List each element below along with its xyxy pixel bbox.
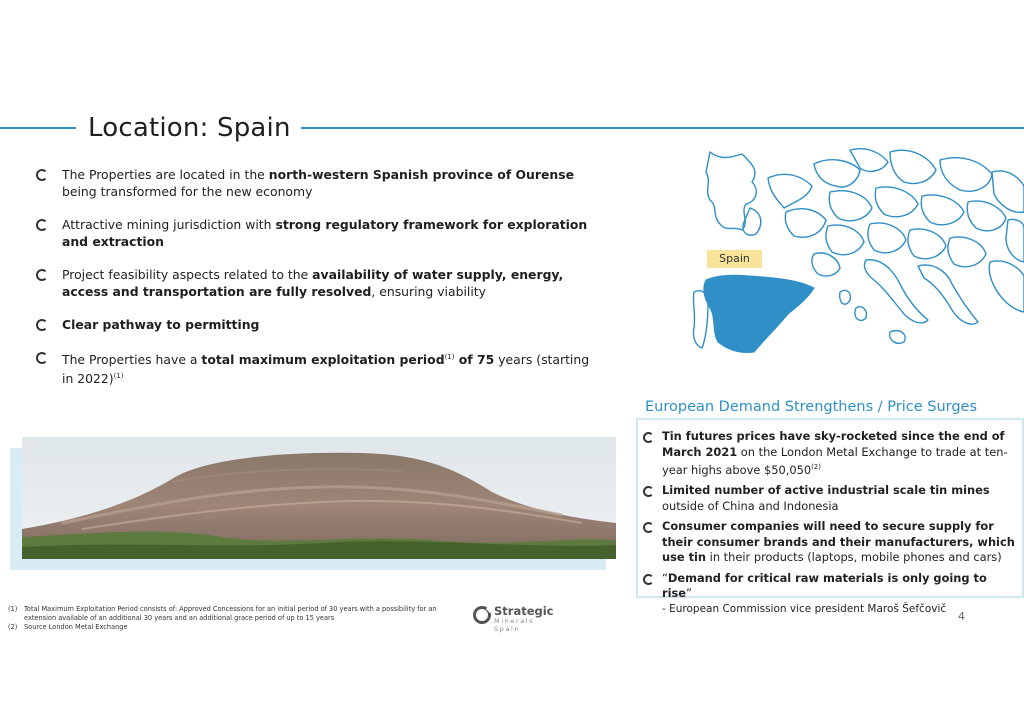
footnote-text: Total Maximum Exploitation Period consists of: Approved Concessions for an initial period of 30 years with a possibility for an extension available of an additional 30 years and an additional grace period of up to 15 years bbox=[24, 605, 437, 622]
page-number: 4 bbox=[958, 610, 965, 623]
bullet-ring-icon bbox=[36, 352, 48, 364]
bullet-text: Project feasibility aspects related to the bbox=[62, 267, 313, 282]
bullet-list bbox=[34, 166, 594, 403]
panel-item bbox=[642, 429, 1016, 478]
bullet-text: The Properties are located in the bbox=[62, 167, 269, 182]
bullet-text: being transformed for the new economy bbox=[62, 184, 313, 199]
panel-bold-text: Demand for critical raw materials is only going to rise bbox=[662, 570, 987, 601]
bullet-bold-text: availability of water supply, energy, access and transportation are fully resolved bbox=[62, 267, 564, 299]
bullet-ring-icon bbox=[643, 522, 654, 533]
slide-title: Location: Spain bbox=[88, 113, 291, 143]
bullet-ring-icon bbox=[643, 486, 654, 497]
bullet-bold-text: total maximum exploitation period bbox=[201, 352, 445, 368]
title-rule-right bbox=[301, 127, 1024, 129]
bullet-item bbox=[34, 216, 594, 250]
bullet-ring-icon bbox=[643, 574, 654, 585]
panel-bold-text: Tin futures prices have sky-rocketed since the end of March 2021 bbox=[662, 429, 1005, 459]
bullet-text: , ensuring viability bbox=[371, 284, 486, 299]
panel-bold-text: Limited number of active industrial scale tin mines bbox=[662, 483, 990, 498]
mine-hill-photo bbox=[22, 437, 616, 559]
quote-mark: ” bbox=[686, 586, 692, 601]
panel-item bbox=[642, 519, 1016, 566]
spain-shape bbox=[704, 275, 814, 352]
bullet-item bbox=[34, 316, 594, 333]
logo-subtext: Minerals Spain bbox=[494, 617, 535, 633]
panel-item bbox=[642, 483, 1016, 514]
bullet-bold-text: Clear pathway to permitting bbox=[62, 317, 260, 332]
panel-title: European Demand Strengthens / Price Surges bbox=[645, 399, 978, 415]
bullet-ring-icon bbox=[36, 169, 48, 181]
bullet-text: The Properties have a bbox=[62, 352, 202, 368]
logo-ring-icon bbox=[472, 604, 492, 626]
company-logo bbox=[472, 604, 562, 633]
footnote-ref: (2) bbox=[811, 463, 821, 471]
map-label-spain: Spain bbox=[707, 250, 762, 268]
footnotes bbox=[8, 605, 448, 632]
footnote-number: (1) bbox=[8, 605, 18, 613]
bullet-ring-icon bbox=[36, 269, 48, 281]
bullet-ring-icon bbox=[36, 319, 48, 331]
footnote bbox=[8, 605, 448, 623]
footnote-number: (2) bbox=[8, 623, 18, 631]
footnote-text: Source London Metal Exchange bbox=[24, 623, 128, 631]
bullet-bold-text: of 75 bbox=[454, 352, 495, 368]
panel-bold-text: Consumer companies will need to secure supply for their consumer brands and their manufacturers, which use tin bbox=[662, 519, 1015, 565]
panel-text: outside of China and Indonesia bbox=[662, 498, 839, 513]
demand-panel bbox=[636, 418, 1024, 615]
bullet-item bbox=[34, 349, 594, 387]
bullet-bold-text: north-western Spanish province of Ourense bbox=[268, 167, 574, 182]
panel-text: on the London Metal Exchange to trade at ten-year highs above $50,050 bbox=[662, 444, 1008, 477]
footnote-ref: (1) bbox=[444, 353, 455, 361]
logo-text: Strategic bbox=[494, 604, 554, 618]
quote-mark: “ bbox=[662, 570, 668, 585]
bullet-text: Attractive mining jurisdiction with bbox=[62, 217, 276, 232]
bullet-item bbox=[34, 266, 594, 300]
bullet-item bbox=[34, 166, 594, 200]
panel-text: in their products (laptops, mobile phones and cars) bbox=[706, 550, 1002, 565]
bullet-ring-icon bbox=[643, 432, 654, 443]
footnote bbox=[8, 623, 448, 632]
bullet-text: years (starting in 2022) bbox=[62, 352, 590, 387]
title-rule-left bbox=[0, 127, 76, 129]
bullet-ring-icon bbox=[36, 219, 48, 231]
bullet-bold-text: strong regulatory framework for exploration and extraction bbox=[62, 217, 588, 249]
footnote-ref: (1) bbox=[113, 372, 124, 381]
quote-attribution: - European Commission vice president Maroš Šefčovič bbox=[662, 602, 947, 615]
